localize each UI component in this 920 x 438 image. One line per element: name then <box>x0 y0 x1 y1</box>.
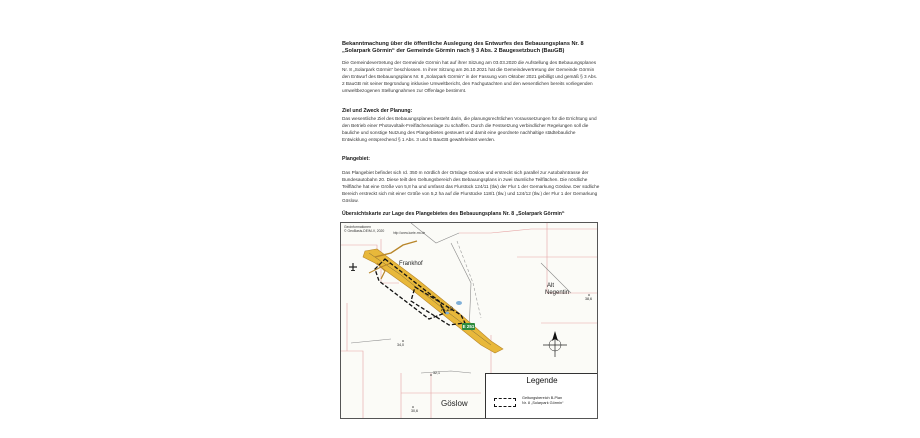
place-frankhof: Frankhof <box>399 261 423 267</box>
road-badge-e251: E 251 <box>462 324 475 329</box>
airfield-icon <box>349 263 357 271</box>
area-heading: Plangebiet: <box>342 156 370 162</box>
map-url: http://www.karte-mv.de <box>393 231 426 235</box>
spot-height-label: 30,6 <box>411 409 418 413</box>
document-title: Bekanntmachung über die öffentliche Auslegung des Entwurfes des Bebauungsplans Nr. 8 „Solarpark Görmin“ der Gemeinde Görmin nach § 3 Abs. 2 Baugesetzbuch (BauGB) <box>342 41 584 55</box>
road-label-a20: A 20 <box>441 307 454 313</box>
place-alt: Alt <box>547 283 555 289</box>
pond-1 <box>456 301 462 305</box>
map-credit: Geoinformationen © GeoBasis-DE/M-V, 2020 <box>344 225 385 234</box>
goal-heading: Ziel und Zweck der Planung: <box>342 108 413 114</box>
place-goslow: Göslow <box>441 399 468 408</box>
map-legend <box>485 373 597 419</box>
place-negentin: Negentin <box>545 290 570 296</box>
legend-title: Legende <box>526 376 558 385</box>
minor-roads <box>351 223 571 373</box>
highway-a20 <box>363 249 503 353</box>
spot-height-label: 38,6 <box>585 297 592 301</box>
spot-height-label: 34,0 <box>397 343 404 347</box>
area-paragraph: Das Plangebiet befindet sich rd. 350 m nördlich der Ortslage Göslow und erstreckt sich parallel zur Autobahntrasse der Bundesautobahn 20. Diese teilt den Geltungsbereich des Bebauungsplans in zwei räumliche Teilflächen. Die nördliche Teilfläche hat eine Größe von 5,8 ha und umfasst das Flurstück 124/11 (tlw) der Flur 1 der Gemarkung Göslow. Der südliche Bereich erstreckt sich mit einer Größe von 5,2 ha auf die Flurstücke 118/1 (tlw.) und 124/12 (tlw.) der Flur 1 der Gemarkung Göslow. <box>342 170 600 203</box>
overview-map <box>340 222 598 419</box>
goal-paragraph: Das wesentliche Ziel des Bebauungsplanes besteht darin, die planungsrechtlichen Voraussetzungen für die Errichtung und den Betrieb einer Photovoltaik-Freiflächenanlage zu schaffen. Durch die Festsetzung verbindlicher Regelungen soll die bauliche und sonstige Nutzung des Plangebietes gesteuert und damit eine geordnete nachhaltige städtebauliche Entwicklung entsprechend § 1 Abs. 3 und 5 BauGB gewährleistet werden. <box>342 116 597 142</box>
intro-paragraph: Die Gemeindevertretung der Gemeinde Görmin hat auf ihrer Sitzung am 03.03.2020 die Aufstellung des Bebauungsplanes Nr. 8 „Solarpark Görmin“ beschlossen. In ihrer Sitzung am 26.10.2021 hat die Gemeindevertretung der Gemeinde Görmin den Entwurf des Bebauungsplans Nr. 8 „Solarpark Görmin“ in der Fassung vom Oktober 2021 gebilligt und gemäß § 3 Abs. 2 BauGB mit seiner Begründung inklusive Umweltbericht, den Fachgutachten und den wesentlichen bereits vorliegenden umweltbezogenen Stellungnahmen zur Offenlage bestimmt. <box>342 60 598 93</box>
legend-dashed-boundary-icon <box>494 398 516 407</box>
map-heading: Übersichtskarte zur Lage des Plangebietes des Bebauungsplans Nr. 8 „Solarpark Görmin“ <box>342 211 565 217</box>
spot-height-label: 32,1 <box>433 371 440 375</box>
legend-entry: Geltungsbereich B-Plan Nr. 8 „Solarpark Görmin“ <box>522 396 564 405</box>
north-arrow-icon <box>543 331 567 357</box>
